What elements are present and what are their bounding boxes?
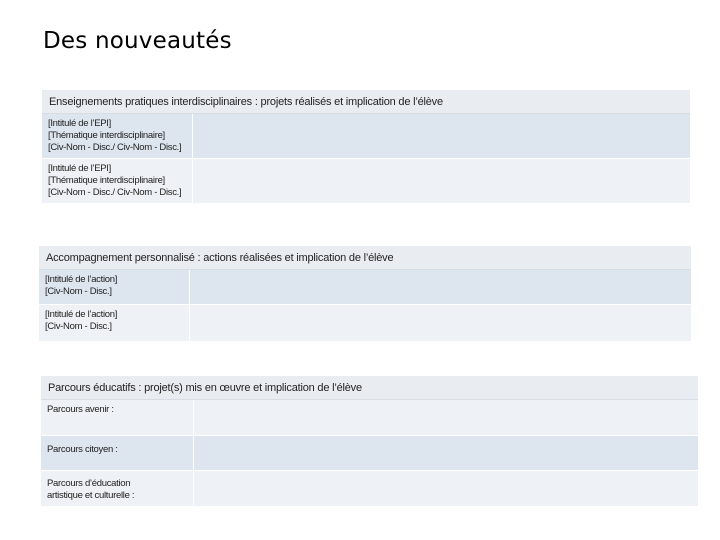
epi-row-label [42,159,193,203]
parcours-row-label [41,471,194,506]
epi-theme-text: [Thématique interdisciplinaire] [48,175,165,186]
epi-theme-text: [Thématique interdisciplinaire] [48,130,165,141]
ap-action-text: [Intitulé de l’action] [45,274,118,285]
ap-table-header: Accompagnement personnalisé : actions réalisées et implication de l’élève [39,246,691,270]
parcours-avenir-label: Parcours avenir : [47,404,114,415]
table-row [42,114,690,159]
parcours-education-label: Parcours d’éducation [47,478,131,489]
page-title: Des nouveautés [43,28,232,54]
table-row [39,305,691,342]
epi-row-value-field[interactable] [193,159,690,203]
epi-title-text: [Intitulé de l’EPI] [48,118,111,129]
ap-action-text: [Intitulé de l’action] [45,309,118,320]
parcours-citoyen-label: Parcours citoyen : [47,444,118,455]
parcours-education-field[interactable] [194,471,698,506]
table-row [41,436,698,471]
epi-row-label [42,114,193,158]
epi-table-header: Enseignements pratiques interdisciplinaires : projets réalisés et implication de l’élève [42,90,690,114]
parcours-table [41,376,698,507]
ap-row-value-field[interactable] [190,270,691,304]
epi-teachers-text: [Civ-Nom - Disc./ Civ-Nom - Disc.] [48,187,182,198]
table-row [41,471,698,507]
epi-teachers-text: [Civ-Nom - Disc./ Civ-Nom - Disc.] [48,142,182,153]
parcours-row-label [41,436,194,470]
parcours-table-header: Parcours éducatifs : projet(s) mis en œuvre et implication de l’élève [41,376,698,400]
ap-teacher-text: [Civ-Nom - Disc.] [45,321,112,332]
ap-teacher-text: [Civ-Nom - Disc.] [45,286,112,297]
epi-row-value-field[interactable] [193,114,690,158]
epi-title-text: [Intitulé de l’EPI] [48,163,111,174]
ap-row-label [39,270,190,304]
epi-table [42,90,690,204]
parcours-row-label [41,400,194,435]
table-row [41,400,698,436]
ap-row-label [39,305,190,341]
parcours-avenir-field[interactable] [194,400,698,435]
table-row [42,159,690,204]
parcours-citoyen-field[interactable] [194,436,698,470]
ap-row-value-field[interactable] [190,305,691,341]
table-row [39,270,691,305]
parcours-education-label-cont: artistique et culturelle : [47,490,135,501]
ap-table [39,246,691,342]
